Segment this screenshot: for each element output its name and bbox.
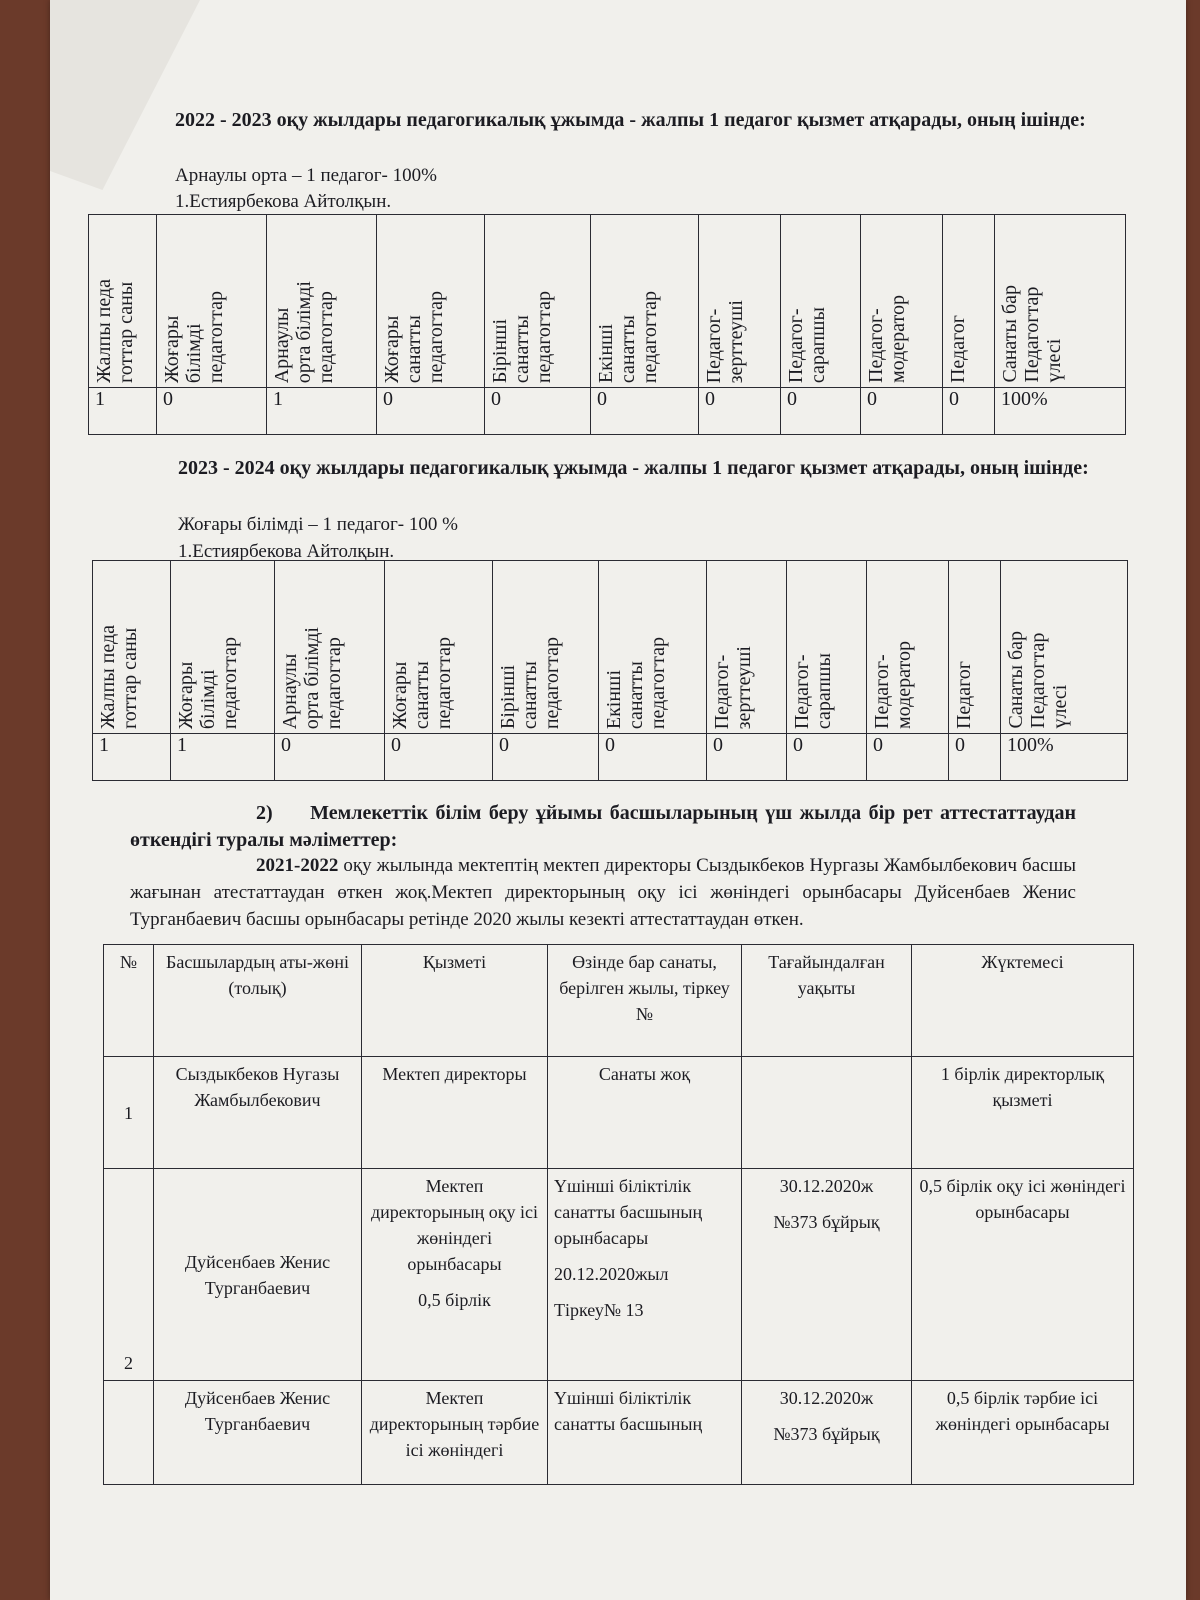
row-name: Сыздыкбеков Нугазы Жамбылбекович: [154, 1057, 362, 1169]
row-position-text: Мектеп директорының оқу ісі жөніндегі орынбасары: [370, 1176, 539, 1274]
row-position: [362, 1169, 548, 1381]
row-appointed: [742, 1057, 912, 1169]
table-row: [104, 1057, 1134, 1169]
value-cell: 0: [377, 388, 485, 435]
value-cell: 100%: [1001, 734, 1128, 781]
folded-paper-corner: [50, 0, 200, 190]
header-cell: Жоғары білімді педагогтар: [157, 215, 267, 388]
row-category: [548, 1169, 742, 1381]
header-cell: Жоғары білімді педагогтар: [171, 561, 275, 734]
block2-line1: Жоғары білімді – 1 педагог- 100 %: [178, 514, 458, 535]
row-num: [104, 1381, 154, 1485]
block1-line1: Арнаулы орта – 1 педагог- 100%: [175, 165, 437, 186]
row-category-text: Үшінші біліктілік санатты басшының орынбасары: [554, 1176, 703, 1248]
value-cell: 1: [93, 734, 171, 781]
header-load: Жүктемесі: [912, 945, 1134, 1057]
block2-heading: 2023 - 2024 оқу жылдары педагогикалық ұжымда - жалпы 1 педагог қызмет атқарады, оның ішінде:: [178, 457, 1089, 479]
header-cell: Педагог- модератор: [867, 561, 949, 734]
header-cell: Педагог- сарапшы: [781, 215, 861, 388]
row-category: Үшінші біліктілік санатты басшының: [548, 1381, 742, 1485]
row-category-date: 20.12.2020жыл: [554, 1264, 669, 1284]
row-position-rate: 0,5 бірлік: [418, 1290, 491, 1310]
header-cell: Екінші санатты педагогтар: [591, 215, 699, 388]
row-position: Мектеп директоры: [362, 1057, 548, 1169]
header-cell: Педагог: [943, 215, 995, 388]
header-cell: Жалпы педа готтар саны: [93, 561, 171, 734]
header-cell: Педагог- зерттеуші: [699, 215, 781, 388]
row-name: Дуйсенбаев Женис Турганбаевич: [154, 1169, 362, 1381]
table-row: [104, 1169, 1134, 1381]
row-appointed: [742, 1381, 912, 1485]
row-appointed-date: 30.12.2020ж: [779, 1388, 874, 1408]
value-cell: 0: [493, 734, 599, 781]
value-cell: 0: [949, 734, 1001, 781]
value-cell: 0: [699, 388, 781, 435]
header-position: Қызметі: [362, 945, 548, 1057]
staff-category-table-2023: [92, 560, 1128, 781]
header-cell: Жоғары санатты педагогтар: [385, 561, 493, 734]
school-heads-table: [103, 944, 1134, 1485]
header-cell: Санаты бар Педагогтар үлесі: [995, 215, 1126, 388]
table-row: [89, 388, 1126, 435]
header-appointed: Тағайындалған уақыты: [742, 945, 912, 1057]
row-num: 2: [104, 1169, 154, 1381]
row-appointed-order: №373 бұйрық: [773, 1212, 880, 1232]
header-cell: Екінші санатты педагогтар: [599, 561, 707, 734]
value-cell: 0: [599, 734, 707, 781]
section2-paragraph: [130, 852, 1076, 933]
row-appointed-date: 30.12.2020ж: [779, 1176, 874, 1196]
row-load: 0,5 бірлік оқу ісі жөніндегі орынбасары: [912, 1169, 1134, 1381]
row-category-reg: Тіркеу№ 13: [554, 1300, 644, 1320]
row-appointed: [742, 1169, 912, 1381]
header-cell: Педагог: [949, 561, 1001, 734]
section2-year: 2021-2022: [256, 855, 339, 876]
section2-title: [130, 800, 1076, 854]
header-num: №: [104, 945, 154, 1057]
value-cell: 1: [89, 388, 157, 435]
value-cell: 1: [171, 734, 275, 781]
row-num: 1: [104, 1057, 154, 1169]
value-cell: 0: [157, 388, 267, 435]
header-cell: Педагог- зерттеуші: [707, 561, 787, 734]
header-cell: Жалпы педа готтар саны: [89, 215, 157, 388]
header-cell: Санаты бар Педагогтар үлесі: [1001, 561, 1128, 734]
table-row: [104, 1381, 1134, 1485]
header-cell: Бірінші санатты педагогтар: [493, 561, 599, 734]
section2-number: 2): [256, 802, 273, 824]
row-name: Дуйсенбаев Женис Турганбаевич: [154, 1381, 362, 1485]
header-name: Басшылардың аты-жөні (толық): [154, 945, 362, 1057]
value-cell: 0: [787, 734, 867, 781]
block1-heading: 2022 - 2023 оқу жылдары педагогикалық ұжымда - жалпы 1 педагог қызмет атқарады, оның ішінде:: [175, 109, 1086, 131]
value-cell: 1: [267, 388, 377, 435]
header-cell: Жоғары санатты педагогтар: [377, 215, 485, 388]
value-cell: 0: [275, 734, 385, 781]
section2-title-text: Мемлекеттік білім беру ұйымы басшыларының үш жылда бір рет аттестаттаудан өткендігі туралы мәліметтер:: [130, 802, 1076, 851]
value-cell: 0: [781, 388, 861, 435]
header-category: Өзінде бар санаты, берілген жылы, тіркеу №: [548, 945, 742, 1057]
value-cell: 0: [943, 388, 995, 435]
row-appointed-order: №373 бұйрық: [773, 1424, 880, 1444]
row-category: Санаты жоқ: [548, 1057, 742, 1169]
value-cell: 0: [861, 388, 943, 435]
row-position: Мектеп директорының тәрбие ісі жөніндегі: [362, 1381, 548, 1485]
table-header-row: [93, 561, 1128, 734]
table-header-row: [89, 215, 1126, 388]
value-cell: 0: [707, 734, 787, 781]
header-cell: Бірінші санатты педагогтар: [485, 215, 591, 388]
header-cell: Педагог- модератор: [861, 215, 943, 388]
value-cell: 0: [385, 734, 493, 781]
row-load: 0,5 бірлік тәрбие ісі жөніндегі орынбасары: [912, 1381, 1134, 1485]
staff-category-table-2022: [88, 214, 1126, 435]
block2-line2: 1.Естиярбекова Айтолқын.: [178, 541, 395, 562]
value-cell: 0: [867, 734, 949, 781]
row-load: 1 бірлік директорлық қызметі: [912, 1057, 1134, 1169]
table-header-row: [104, 945, 1134, 1057]
value-cell: 100%: [995, 388, 1126, 435]
value-cell: 0: [485, 388, 591, 435]
header-cell: Арнаулы орта білімді педагогтар: [267, 215, 377, 388]
header-cell: Педагог- сарапшы: [787, 561, 867, 734]
section2-paragraph-text: оқу жылында мектептің мектеп директоры Сыздыкбеков Нургазы Жамбылбекович басшы жағынан атестаттаудан өткен жоқ.Мектеп директорының оқу ісі жөніндегі орынбасары Дуйсенбаев Женис Турганбаевич басшы орынбасары ретінде 2020 жылы кезекті аттестаттаудан өткен.: [130, 855, 1076, 930]
header-cell: Арнаулы орта білімді педагогтар: [275, 561, 385, 734]
table-row: [93, 734, 1128, 781]
block1-line2: 1.Естиярбекова Айтолқын.: [175, 191, 392, 212]
value-cell: 0: [591, 388, 699, 435]
